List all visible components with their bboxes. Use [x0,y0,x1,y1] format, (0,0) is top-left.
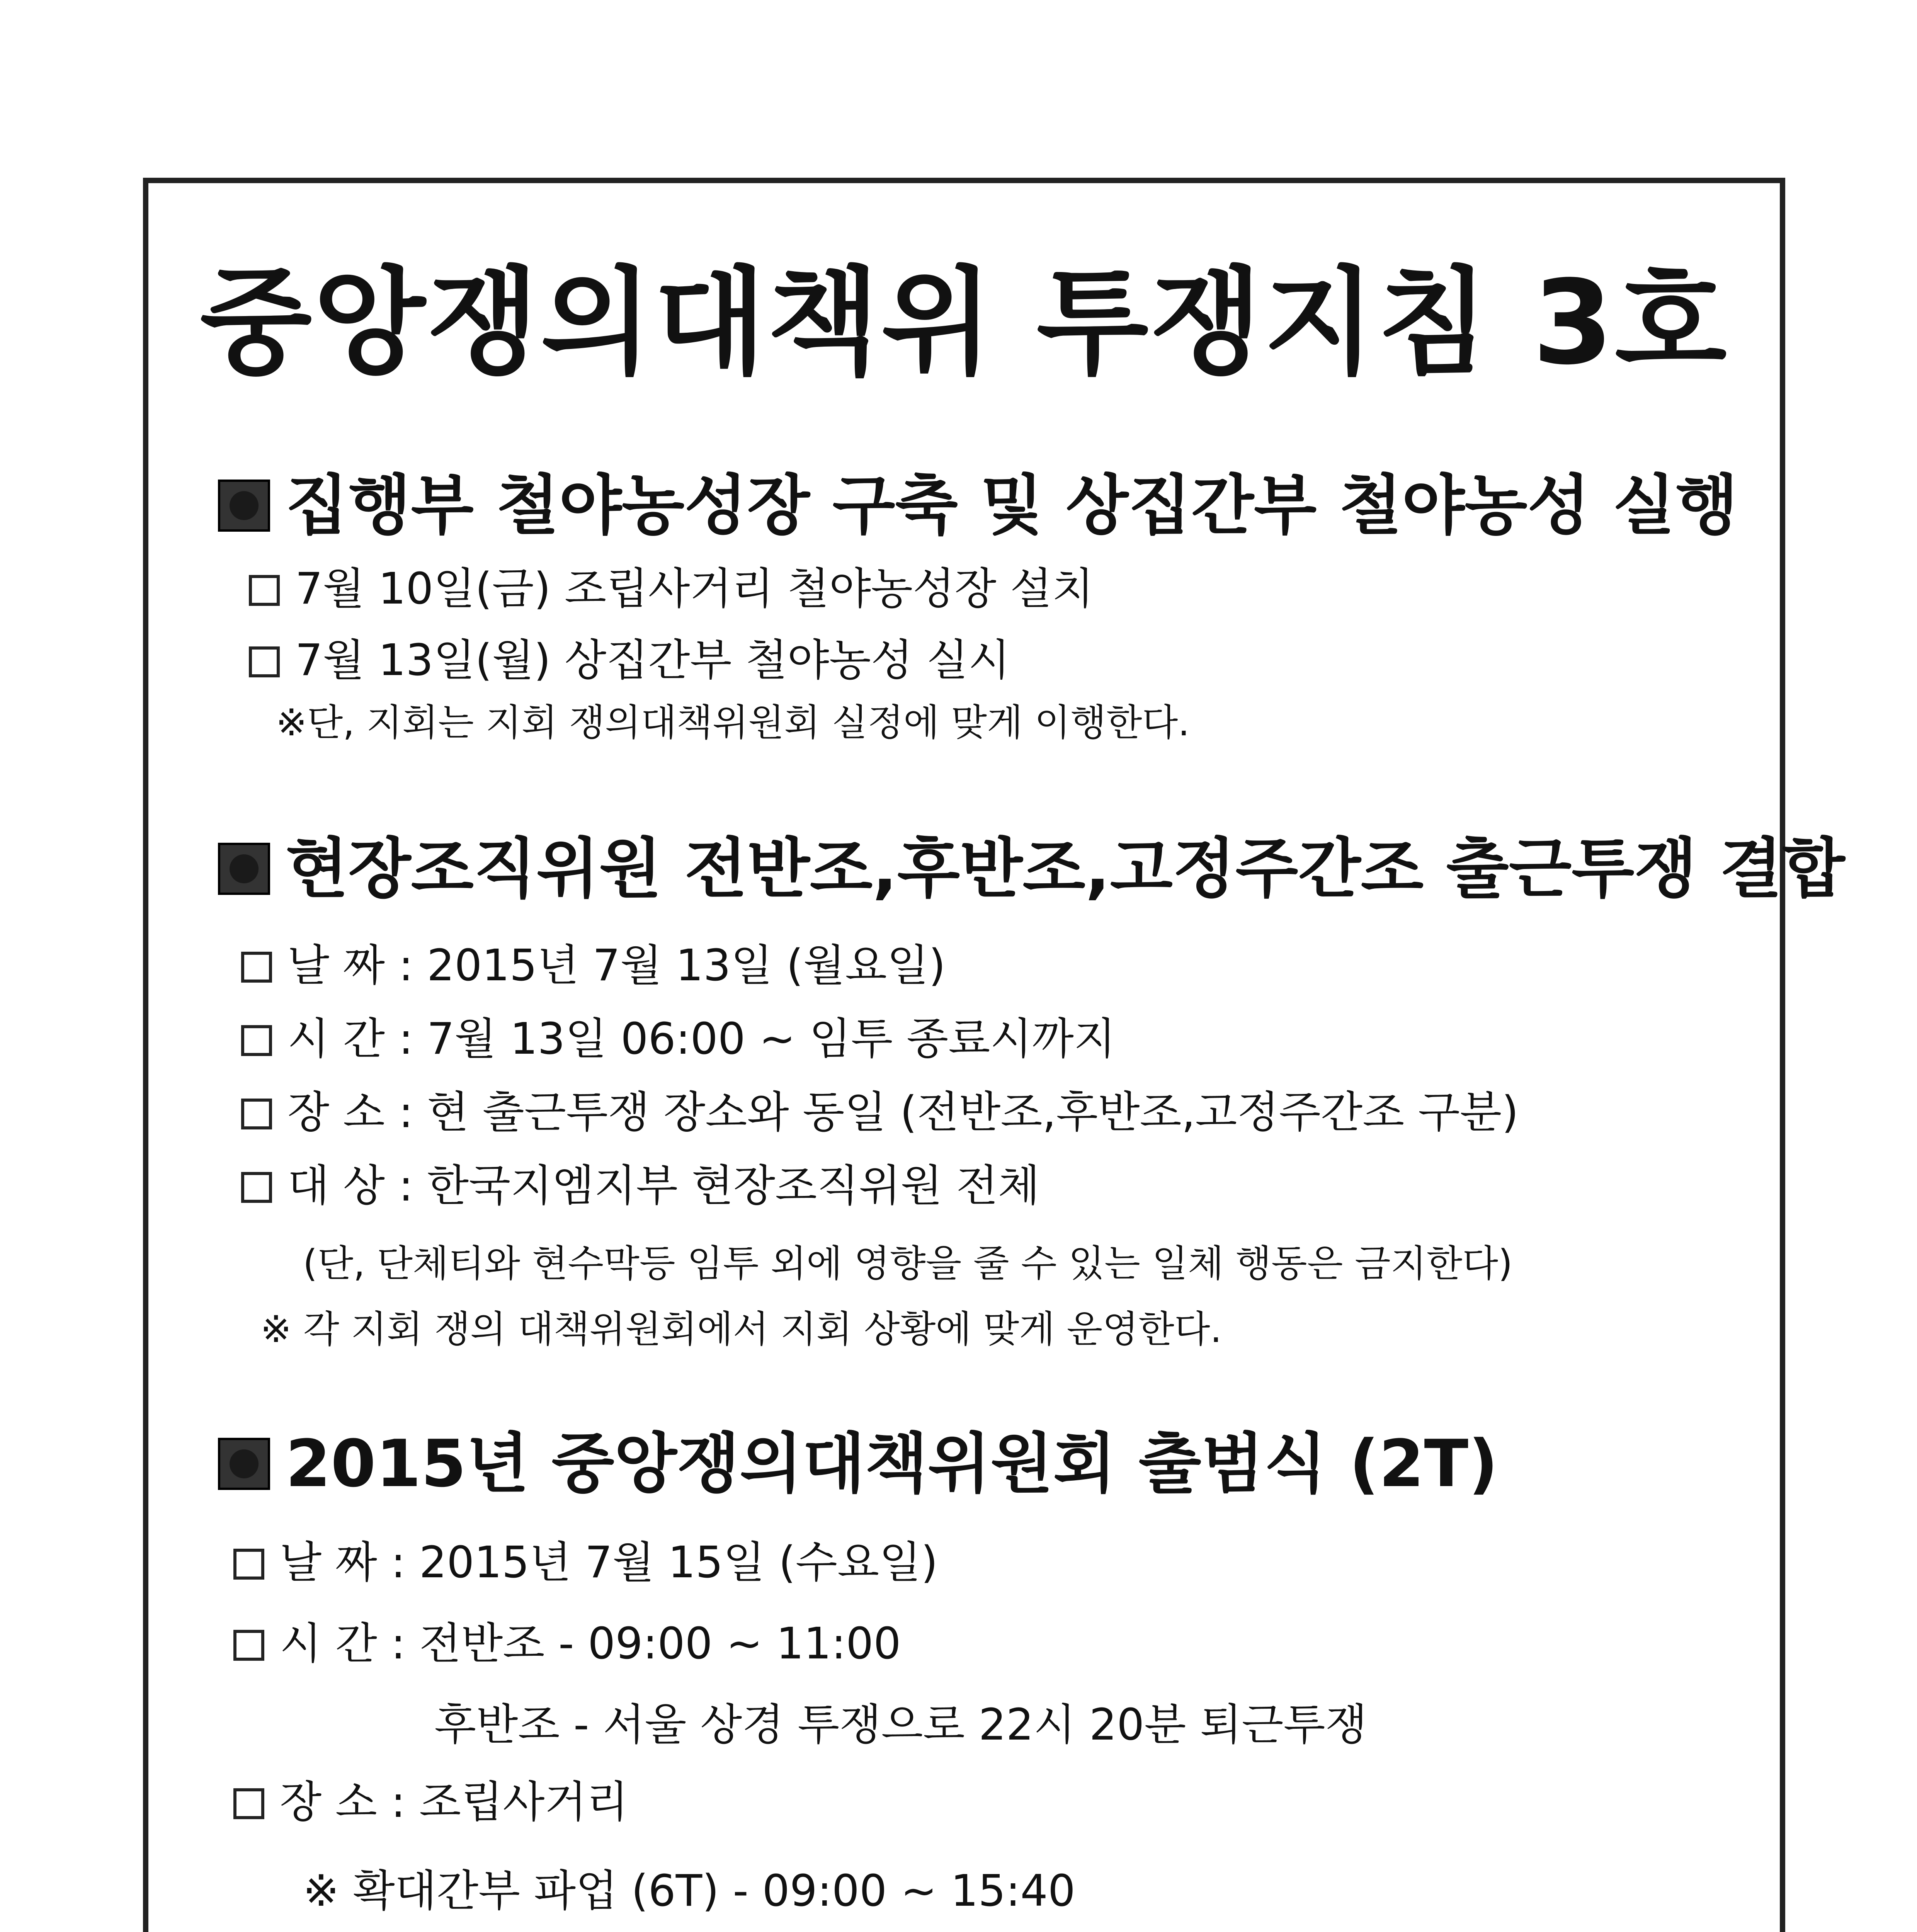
list-item [241,1004,1116,1066]
list-item [233,1767,628,1830]
list-item [249,626,1010,688]
list-item-text: 날 짜 : 2015년 7월 15일 (수요일) [280,1537,938,1588]
section-note: ※ 확대간부 파업 (6T) - 09:00 ~ 15:40 [303,1866,1076,1916]
list-item-text: 날 짜 : 2015년 7월 13일 (월요일) [287,940,946,991]
list-item-text: 시 간 : 7월 13일 06:00 ~ 임투 종료시까지 [287,1014,1116,1064]
list-item-text: 대 상 : 한국지엠지부 현장조직위원 전체 [287,1161,1040,1211]
list-item-text: 시 간 : 전반조 - 09:00 ~ 11:00 [280,1619,901,1669]
section-heading-3 [218,1412,1498,1505]
list-item-continuation: 후반조 - 서울 상경 투쟁으로 22시 20분 퇴근투쟁 [434,1700,1367,1750]
document-title: 중앙쟁의대책위 투쟁지침 3호 [200,255,1728,390]
checkbox-icon [241,1172,272,1203]
list-item [233,1528,938,1590]
section-note: ※단, 지회는 지회 쟁의대책위원회 실정에 맞게 이행한다. [276,701,1190,744]
section-heading-2-text: 현장조직위원 전반조,후반조,고정주간조 출근투쟁 결합 [286,831,1845,906]
document-frame [143,178,1845,1932]
checkbox-icon [233,1788,264,1819]
list-item [233,1609,901,1671]
section-note: (단, 단체티와 현수막등 임투 외에 영향을 줄 수 있는 일체 행동은 금지한다) [303,1242,1513,1285]
checkbox-icon [241,952,272,983]
list-item-text: 7월 10일(금) 조립사거리 철야농성장 설치 [295,564,1094,614]
list-item [241,1078,1519,1140]
filled-square-bullet-icon [218,1438,270,1490]
filled-square-bullet-icon [218,480,270,532]
section-heading-1-text: 집행부 철야농성장 구축 및 상집간부 철야농성 실행 [286,468,1738,543]
checkbox-icon [241,1099,272,1129]
list-item-text: 장 소 : 조립사거리 [280,1777,628,1827]
list-item [241,1151,1040,1213]
list-item-text: 장 소 : 현 출근투쟁 장소와 동일 (전반조,후반조,고정주간조 구분) [287,1087,1519,1138]
section-heading-1 [218,454,1738,547]
filled-square-bullet-icon [218,843,270,895]
list-item-text: 7월 13일(월) 상집간부 철야농성 실시 [295,635,1010,685]
checkbox-icon [241,1025,272,1056]
list-item [241,931,946,993]
section-heading-2 [218,817,1845,910]
checkbox-icon [233,1549,264,1580]
section-heading-3-text: 2015년 중앙쟁의대책위원회 출범식 (2T) [286,1426,1498,1502]
checkbox-icon [233,1630,264,1661]
checkbox-icon [249,575,280,606]
list-item [249,554,1094,616]
checkbox-icon [249,646,280,677]
section-note: ※ 각 지회 쟁의 대책위원회에서 지회 상황에 맞게 운영한다. [260,1308,1222,1351]
section-note [260,1930,1318,1932]
